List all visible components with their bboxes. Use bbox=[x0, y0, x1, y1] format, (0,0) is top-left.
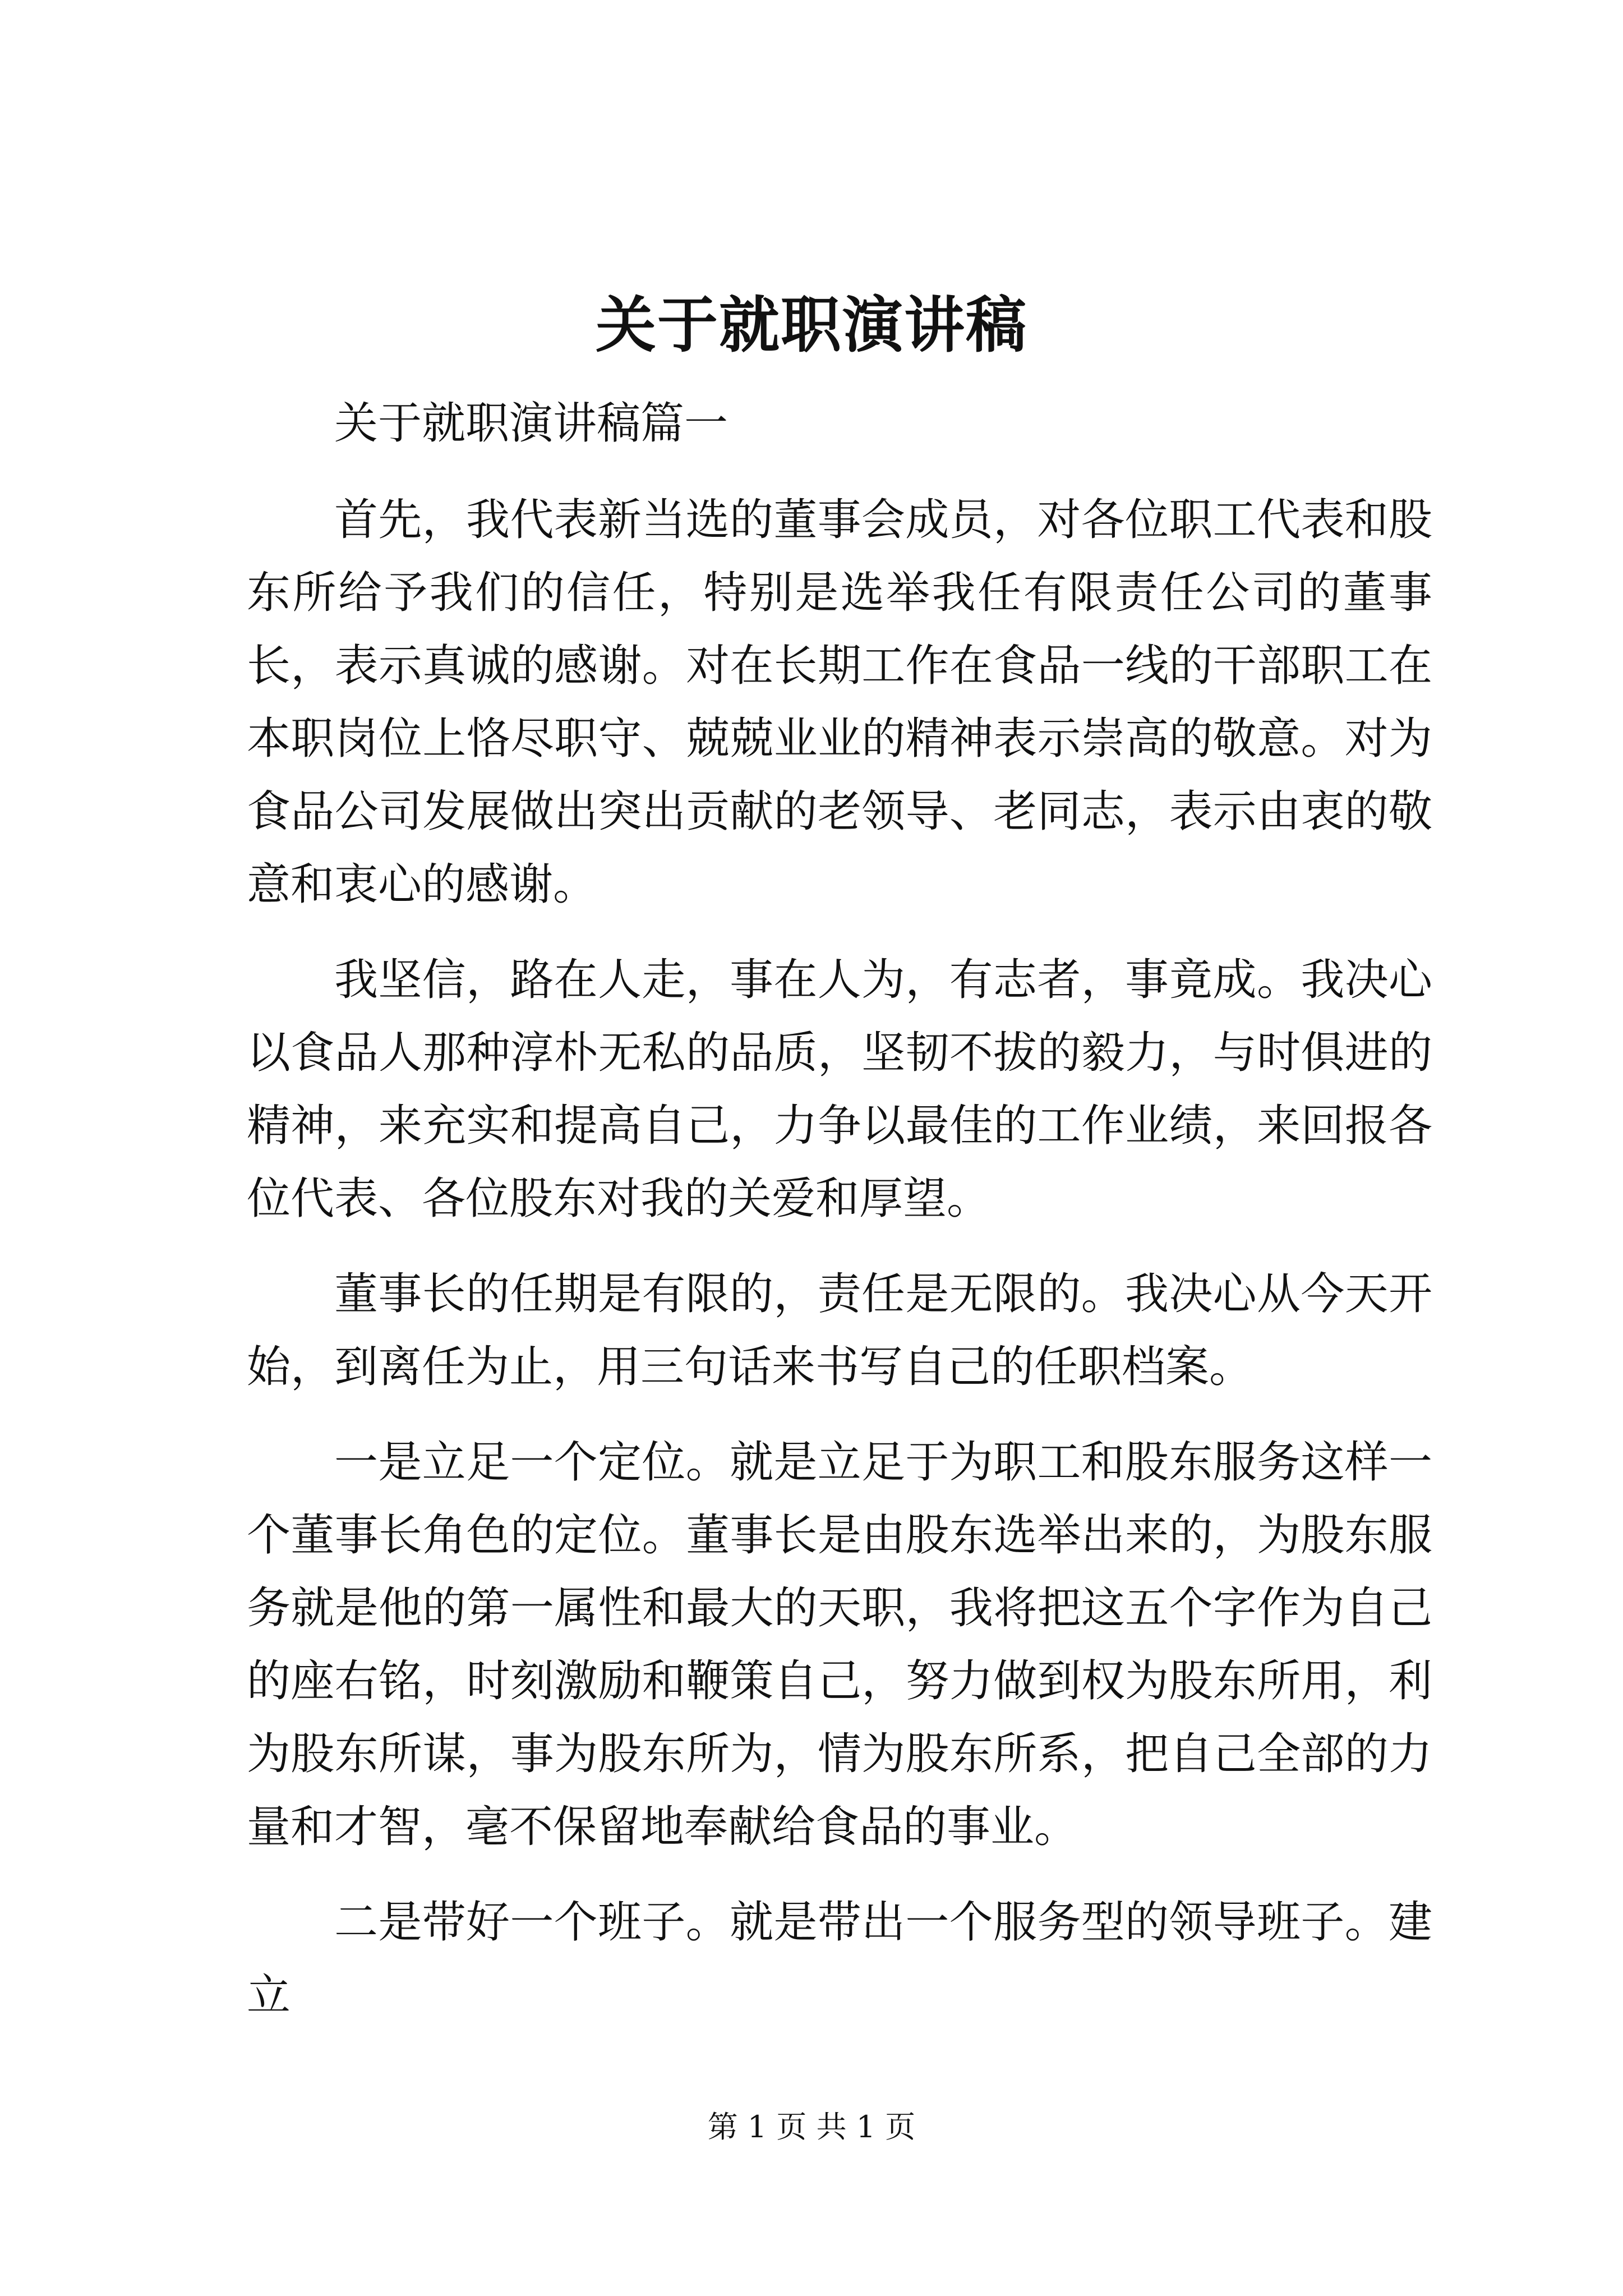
paragraph: 董事长的任期是有限的，责任是无限的。我决心从今天开始，到离任为止，用三句话来书写自己的任职档案。 bbox=[247, 1269, 1432, 1392]
paragraph: 一是立足一个定位。就是立足于为职工和股东服务这样一个董事长角色的定位。董事长是由股东选举出来的，为股东服务就是他的第一属性和最大的天职，我将把这五个字作为自己的座右铭，时刻激励和鞭策自己，努力做到权为股东所用，利为股东所谋，事为股东所为，情为股东所系，把自己全部的力量和才智，毫不保留地奉献给食品的事业。 bbox=[247, 1437, 1432, 1852]
paragraph: 我坚信，路在人走，事在人为，有志者，事竟成。我决心以食品人那种淳朴无私的品质，坚韧不拔的毅力，与时俱进的精神，来充实和提高自己，力争以最佳的工作业绩，来回报各位代表、各位股东对我的关爱和厚望。 bbox=[247, 955, 1432, 1224]
paragraph: 首先，我代表新当选的董事会成员，对各位职工代表和股东所给予我们的信任，特别是选举我任有限责任公司的董事长，表示真诚的感谢。对在长期工作在食品一线的干部职工在本职岗位上恪尽职守、兢兢业业的精神表示崇高的敬意。对为食品公司发展做出突出贡献的老领导、老同志，表示由衷的敬意和衷心的感谢。 bbox=[247, 495, 1432, 910]
page-footer: 第 1 页 共 1 页 bbox=[707, 2109, 916, 2145]
paragraph: 二是带好一个班子。就是带出一个服务型的领导班子。建立 bbox=[247, 1897, 1432, 2021]
section-heading: 关于就职演讲稿篇一 bbox=[334, 398, 728, 449]
document-body bbox=[247, 387, 1432, 2054]
document-title: 关于就职演讲稿 bbox=[595, 290, 1027, 361]
